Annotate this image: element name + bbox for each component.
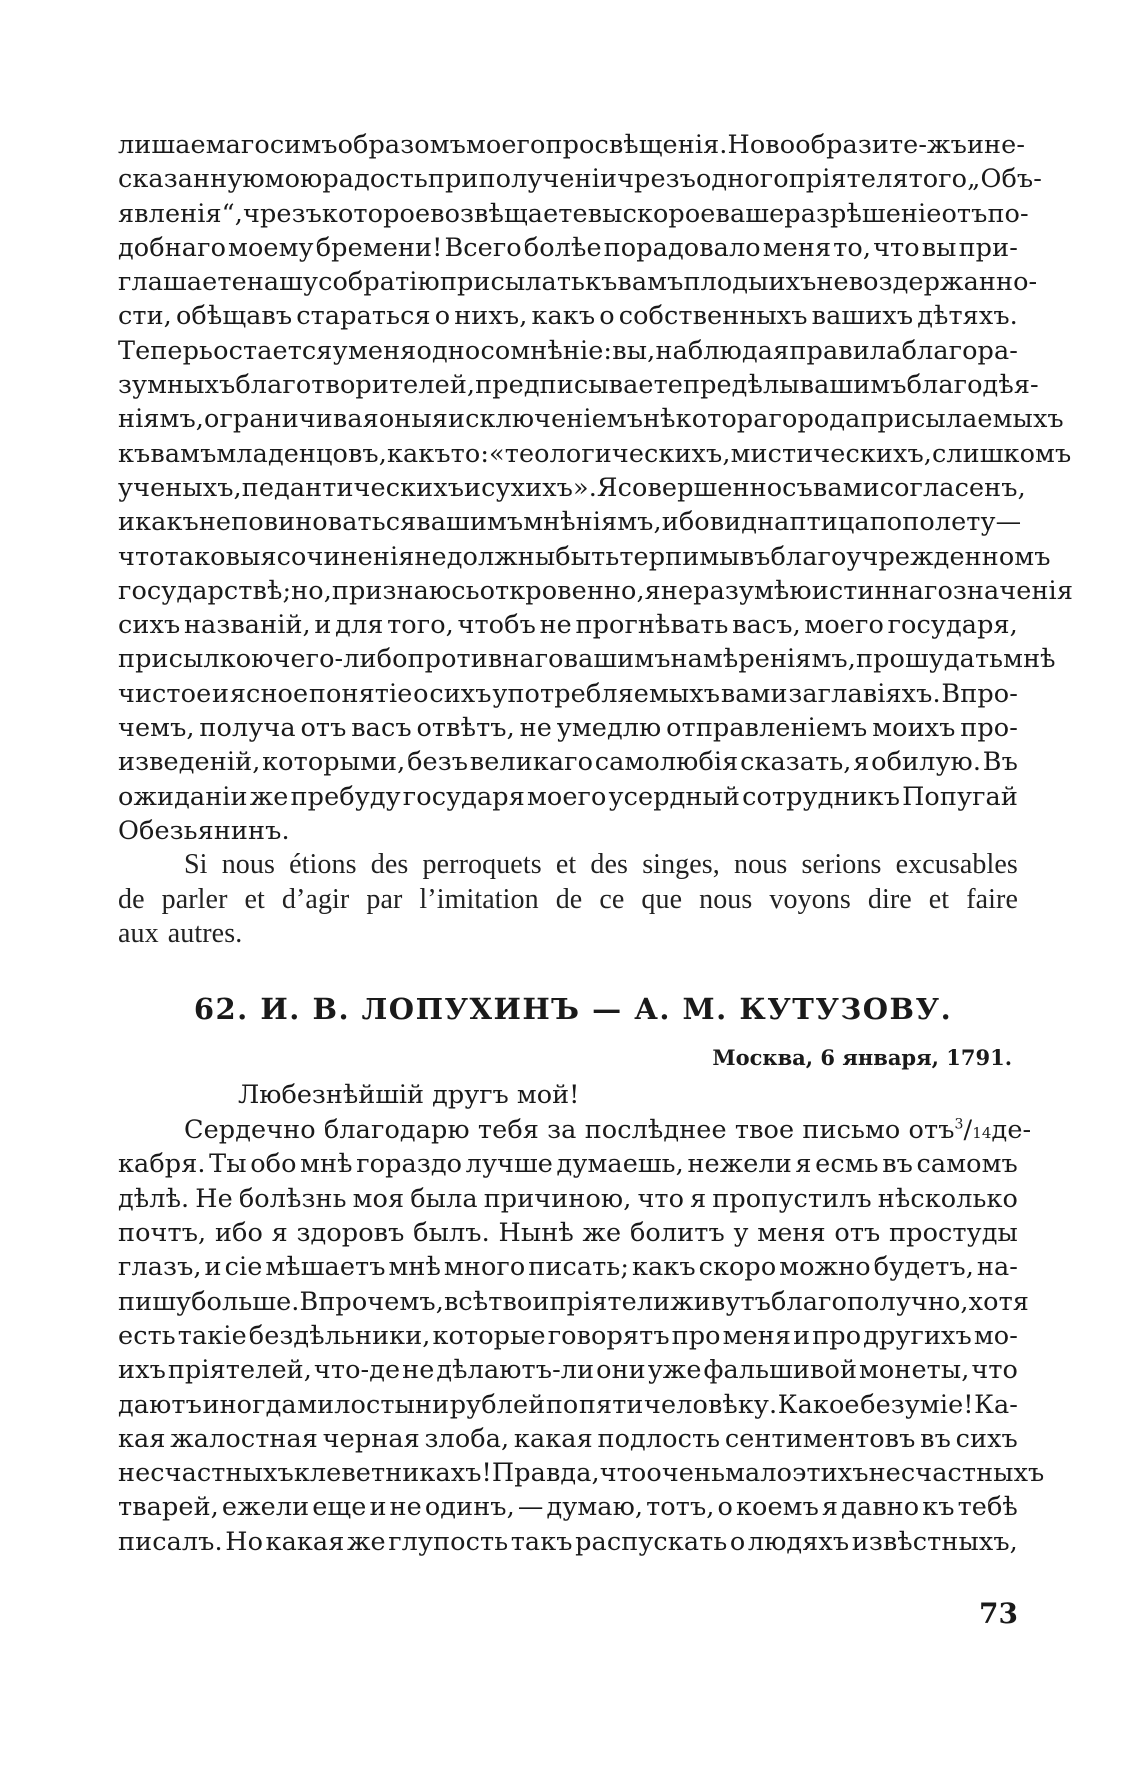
french-paragraph	[118, 848, 1018, 951]
text-line: почтъ, ибо я здоровъ былъ. Нынѣ же болитъ у меня отъ простуды	[118, 1218, 1018, 1249]
text-line: сихъ названій, и для того, чтобъ не прогнѣвать васъ, моего государя,	[118, 610, 1018, 641]
text-line: несчастныхъ клеветникахъ! Правда, что очень мало этихъ несчастныхъ	[118, 1458, 1045, 1489]
text-line: дѣлѣ. Не болѣзнь моя была причиною, что я пропустилъ нѣсколько	[118, 1183, 1018, 1214]
text-line: тварей, ежели еще и не одинъ, — думаю, тотъ, о коемъ я давно къ тебѣ	[118, 1492, 1018, 1523]
date-fraction: $^3$/14	[954, 1115, 992, 1146]
page-body	[118, 128, 1074, 1559]
text-line: ніямъ, ограничивая оныя исключеніемъ нѣкотораго рода присылаемыхъ	[118, 404, 1064, 435]
letter-2-text	[118, 1147, 1045, 1559]
dateline: Москва, 6 января, 1791.	[712, 1045, 1012, 1071]
page-number: 73	[979, 1597, 1018, 1630]
text-line: сказанную мою радость при полученіи чрезъ одного пріятеля того „Объ-	[118, 164, 1042, 195]
first-line-end: де-	[991, 1115, 1032, 1146]
text-line: глазъ, и сіе мѣшаетъ мнѣ много писать; какъ скоро можно будетъ, на-	[118, 1252, 1018, 1283]
text-line: Обезьянинъ.	[118, 815, 290, 846]
text-line: зумныхъ благотворителей, предписываете предѣлы вашимъ благодѣя-	[118, 370, 1039, 401]
text-line: чистое и ясное понятіе о сихъ употребляемыхъ вами заглавіяхъ. Впро-	[118, 678, 1018, 709]
text-line: писалъ. Но какая же глупость такъ распускать о людяхъ извѣстныхъ,	[118, 1526, 1018, 1557]
text-line: присылкою чего-либо противнаго вашимъ намѣреніямъ, прошу дать мнѣ	[118, 644, 1056, 675]
text-line: пишу больше. Впрочемъ, всѣ твои пріятели живутъ благополучно, хотя	[118, 1286, 1029, 1317]
text-line: сти, обѣщавъ стараться о нихъ, какъ о собственныхъ вашихъ дѣтяхъ.	[118, 301, 1018, 332]
text-line: изведеній, которыми, безъ великаго самолюбія сказать, я обилую. Въ	[118, 747, 1018, 778]
text-line: кая жалостная черная злоба, какая подлость сентиментовъ въ сихъ	[118, 1423, 1018, 1454]
text-line: есть такіе бездѣльники, которые говорятъ про меня и про другихъ мо-	[118, 1320, 1018, 1351]
greeting: Любезнѣйшій другъ мой!	[238, 1080, 580, 1111]
text-line: кабря. Ты обо мнѣ гораздо лучше думаешь, нежели я есмь въ самомъ	[118, 1149, 1018, 1180]
text-line: даютъ иногда милостыни рублей по пяти человѣку. Какое безуміе! Ка-	[118, 1389, 1018, 1420]
text-line: глашаете нашу собратію присылать къ вамъ плоды ихъ невоздержанно-	[118, 267, 1038, 298]
text-line: чемъ, получа отъ васъ отвѣтъ, не умедлю отправленіемъ моихъ про-	[118, 713, 1018, 744]
text-line: и какъ не повиноваться вашимъ мнѣніямъ, ибо видна птица по полету —	[118, 507, 1022, 538]
text-line: къ вамъ младенцовъ, какъ то: «теологическихъ, мистическихъ, слишкомъ	[118, 438, 1072, 469]
first-line-start: Сердечно благодарю тебя за послѣднее твое письмо отъ	[184, 1115, 955, 1146]
french-line: de parler et d’agir par l’imitation de ce que nous voyons dire et faire	[118, 883, 1018, 915]
letter-title: 62. И. В. ЛОПУХИНЪ — А. М. КУТУЗОВУ.	[193, 992, 953, 1027]
text-line: ихъ пріятелей, что-де не дѣлаютъ-ли они уже фальшивой монеты, что	[118, 1355, 1018, 1386]
text-line: ожиданіи же пребуду государя моего усердный сотрудникъ Попугай	[118, 781, 1018, 812]
letter-1-text	[118, 128, 1074, 848]
french-line: aux autres.	[118, 917, 243, 949]
text-line: что таковыя сочиненія не должны быть терпимы въ благоучрежденномъ	[118, 541, 1051, 572]
text-line: лишаемаго симъ образомъ моего просвѣщенія. Но вообразите-жъ и не-	[118, 130, 1026, 160]
text-line: ученыхъ, педантическихъ и сухихъ». Я совершенно съ вами согласенъ,	[118, 472, 1026, 503]
french-line: Si nous étions des perroquets et des singes, nous serions excusables	[184, 849, 1018, 881]
text-line: государствѣ; но, признаюсь откровенно, я не разумѣю истиннаго значенія	[118, 575, 1074, 606]
letter-2-first-line	[118, 1113, 1032, 1147]
text-line: Теперь остается у меня одно сомнѣніе: вы, наблюдая правила благора-	[118, 335, 1018, 366]
text-line: добнаго моему бремени! Всего болѣе порадовало меня то, что вы при-	[118, 232, 1018, 263]
text-line: явленія“, чрезъ которое возвѣщаете вы скорое ваше разрѣшеніе отъ по-	[118, 198, 1029, 229]
